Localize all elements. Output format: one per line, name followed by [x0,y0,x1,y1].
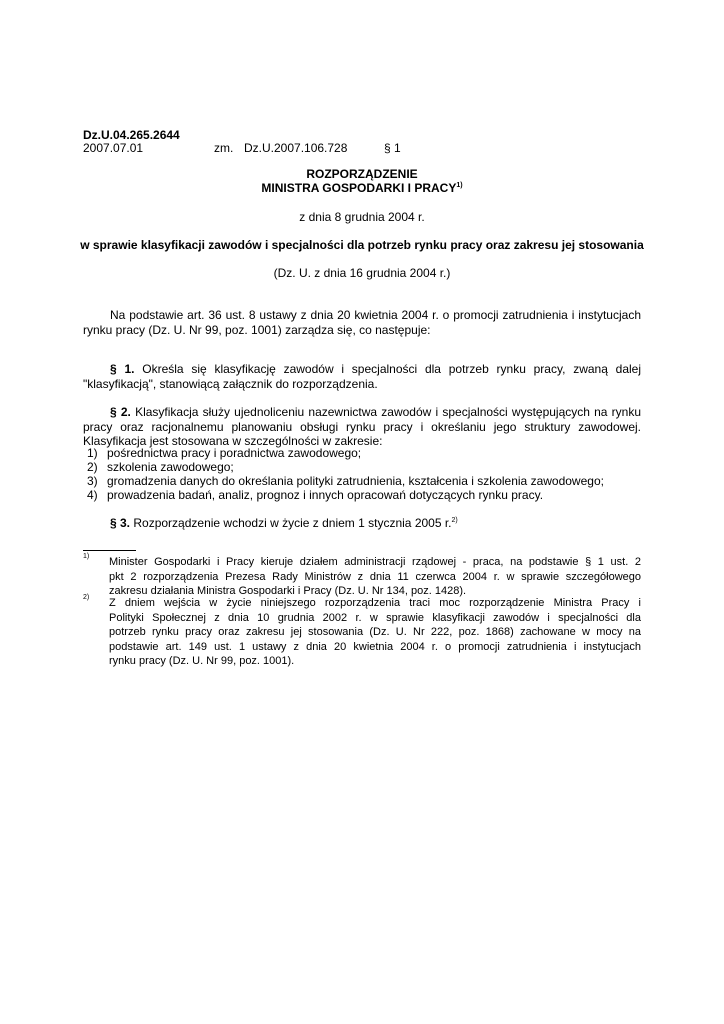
list-item-text: szkolenia zawodowego; [107,460,234,474]
issuing-authority-text: MINISTRA GOSPODARKI I PRACY [261,181,457,195]
publication-note: (Dz. U. z dnia 16 grudnia 2004 r.) [273,266,451,280]
list-item-number: 3) [87,474,98,488]
list-item [87,460,234,475]
paragraph-3-label: § 3. [110,516,131,530]
issuing-authority [0,181,724,196]
journal-reference: Dz.U.04.265.2644 [83,128,180,142]
paragraph-2-line [83,405,641,420]
footnote-2 [109,596,641,669]
section-marker: § 1 [384,141,401,155]
document-type-title: ROZPORZĄDZENIE [306,167,418,181]
document-subject: w sprawie klasyfikacji zawodów i specjalności dla potrzeb rynku pracy oraz zakresu jej stosowania [80,238,644,252]
issue-date: z dnia 8 grudnia 2004 r. [299,210,425,224]
list-item-number: 2) [87,460,98,474]
list-item-text: gromadzenia danych do określania polityki zatrudnienia, kształcenia i szkolenia zawodowego; [107,474,604,488]
footnote-line: Polityki Społecznej z dnia 10 grudnia 2002 r. w sprawie klasyfikacji zawodów i specjalności dla [109,611,641,624]
paragraph-2 [83,405,641,449]
paragraph-3-text: Rozporządzenie wchodzi w życie z dniem 1 stycznia 2005 r. [133,516,452,530]
list-item-text: pośrednictwa pracy i poradnictwa zawodowego; [107,446,362,460]
paragraph-3 [110,516,458,531]
footnote-separator [83,550,136,551]
paragraph-1-text: Określa się klasyfikację zawodów i specjalności dla potrzeb rynku pracy, zwaną dalej [142,362,642,376]
paragraph-1-line [83,362,641,377]
amendment-reference: Dz.U.2007.106.728 [244,141,348,155]
footnote-1 [109,555,641,599]
list-item-text: prowadzenia badań, analiz, prognoz i innych opracowań dotyczących rynku pracy. [107,488,544,502]
footnote-line: pkt 2 rozporządzenia Prezesa Rady Ministrów z dnia 11 czerwca 2004 r. w sprawie szczegółowego [109,570,641,583]
footnote-2-mark: 2) [83,594,90,601]
footnote-line: rynku pracy (Dz. U. Nr 99, poz. 1001). [109,655,295,668]
paragraph-2-line: pracy oraz racjonalnemu planowaniu obsługi rynku pracy i określaniu jego struktury zawodowej. [83,419,641,434]
paragraph-2-line: Klasyfikacja jest stosowana w szczególności w zakresie: [83,434,383,449]
footnote-1-mark: 1) [83,553,90,560]
list-item-number: 1) [87,446,98,460]
paragraph-1-line: "klasyfikacją", stanowiącą załącznik do rozporządzenia. [83,376,378,391]
paragraph-2-text: Klasyfikacja służy ujednoliceniu nazewnictwa zawodów i specjalności występujących na rynku [135,405,642,419]
paragraph-2-label: § 2. [110,405,131,419]
footnote-line: Minister Gospodarki i Pracy kieruje działem administracji rządowej - praca, na podstawie § 1 ust. 2 [109,556,641,568]
paragraph-1 [83,362,641,391]
footnote-line: Z dniem wejścia w życie niniejszego rozporządzenia traci moc rozporządzenie Ministra Pracy i [109,597,641,609]
paragraph-1-label: § 1. [110,362,135,376]
footnote-line: potrzeb rynku pracy oraz zakresu jej stosowania (Dz. U. Nr 222, poz. 1868) zachowane w mocy na [109,626,641,639]
version-date: 2007.07.01 [83,141,144,155]
list-item [87,474,604,489]
footnote-ref-2: 2) [451,517,458,524]
footnote-line: podstawie art. 149 ust. 1 ustawy z dnia 20 kwietnia 2004 r. o promocji zatrudnienia i instytucjach [109,640,641,653]
preamble [83,308,641,337]
preamble-line: rynku pracy (Dz. U. Nr 99, poz. 1001) zarządza się, co następuje: [83,322,431,337]
amendment-prefix: zm. [214,141,234,155]
preamble-line: Na podstawie art. 36 ust. 8 ustawy z dnia 20 kwietnia 2004 r. o promocji zatrudnienia i instytucjach [110,308,641,322]
footnote-ref-1: 1) [456,182,463,189]
list-item [87,488,543,503]
footnote-line: zakresu działania Ministra Gospodarki i Pracy (Dz. U. Nr 134, poz. 1428). [109,585,467,598]
list-item [87,446,361,461]
list-item-number: 4) [87,488,98,502]
